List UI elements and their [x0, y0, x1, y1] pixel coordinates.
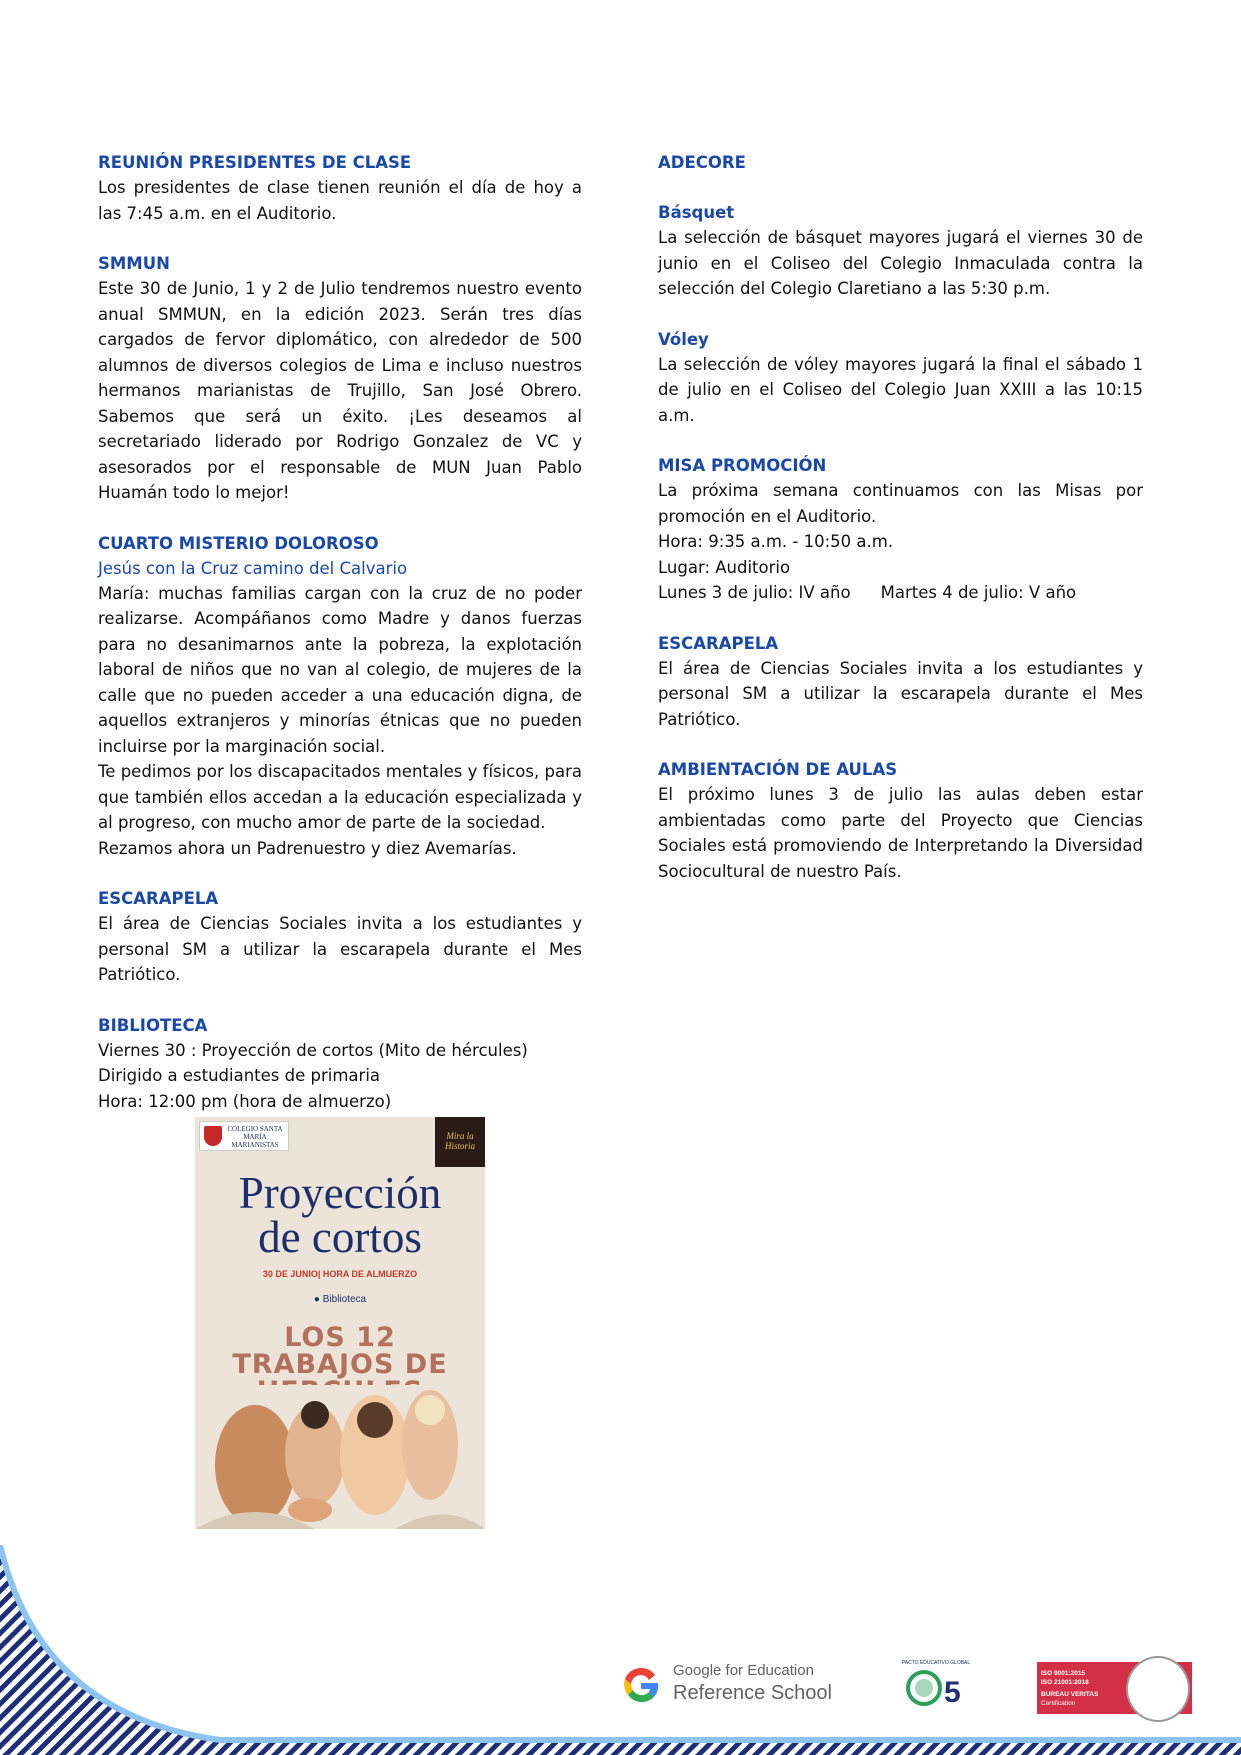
poster-big-line-1: LOS 12	[284, 1322, 396, 1353]
bv-iso-1: ISO 9001:2015	[1041, 1670, 1086, 1677]
poster-title	[195, 1168, 485, 1262]
poster-illustration	[195, 1385, 485, 1529]
section-biblioteca	[98, 1013, 582, 1115]
adecore-heading: ADECORE	[658, 153, 746, 172]
escarapela-text-right: El área de Ciencias Sociales invita a los estudiantes y personal SM a utilizar la escarapela durante el Mes Patriótico.	[658, 658, 1143, 729]
section-escarapela-left	[98, 886, 582, 988]
bv-cert: Certification	[1041, 1700, 1076, 1707]
smmun-text: Este 30 de Junio, 1 y 2 de Julio tendremos nuestro evento anual SMMUN, en la edición 2023. Serán tres días cargados de fervor diplomático, con alrededor de 500 alumnos de diversos colegios de Lima e incluso nuestros hermanos marianistas de Trujillo, San José Obrero. Sabemos que será un éxito. ¡Les deseamos al secretariado liderado por Rodrigo Gonzalez de VC y asesorados por el responsable de MUN Juan Pablo Huamán todo lo mejor!	[98, 279, 582, 502]
ambientacion-heading: AMBIENTACIÓN DE AULAS	[658, 760, 898, 779]
misa-text: La próxima semana continuamos con las Misas por promoción en el Auditorio.	[658, 481, 1143, 526]
misa-dias	[658, 580, 1143, 606]
bv-iso-2: ISO 21001:2018	[1041, 1679, 1089, 1686]
escarapela-text: El área de Ciencias Sociales invita a los estudiantes y personal SM a utilizar la escarapela durante el Mes Patriótico.	[98, 914, 582, 984]
biblioteca-heading: BIBLIOTECA	[98, 1015, 208, 1035]
shield-icon	[204, 1126, 222, 1146]
misterio-text-1: María: muchas familias cargan con la cruz de no poder realizarse. Acompáñanos como Madre y danos fuerzas para no desanimarnos ante la pobreza, la explotación laboral de niños que no van al colegio, de mujeres de la calle que no pueden acceder a una educación digna, de aquellos extranjeros y minorías étnicas que no pueden incluirse por la marginación social.	[98, 583, 582, 756]
reunion-heading: REUNIÓN PRESIDENTES DE CLASE	[98, 153, 412, 172]
misterio-text-2: Te pedimos por los discapacitados mentales y físicos, para que también ellos accedan a la educación especializada y al progreso, con mucho amor de parte de la sociedad.	[98, 762, 582, 832]
pacto-educativo-logo	[896, 1658, 976, 1718]
biblioteca-line-3: Hora: 12:00 pm (hora de almuerzo)	[98, 1091, 392, 1111]
section-adecore	[658, 150, 1143, 175]
poster-logo-text: COLEGIO SANTA MARÍA MARIANISTAS	[227, 1125, 283, 1149]
basquet-text: La selección de básquet mayores jugará el viernes 30 de junio en el Coliseo del Colegio Inmaculada contra la selección del Colegio Claretiano a las 5:30 p.m.	[658, 228, 1143, 298]
poster-place-text: Biblioteca	[322, 1294, 367, 1305]
misa-hora: Hora: 9:35 a.m. - 10:50 a.m.	[658, 532, 894, 551]
misterio-heading: CUARTO MISTERIO DOLOROSO	[98, 533, 379, 553]
misa-dia-1: Lunes 3 de julio: IV año	[658, 583, 851, 602]
poster-big-line-2: TRABAJOS DE	[232, 1349, 448, 1380]
ambientacion-text: El próximo lunes 3 de julio las aulas deben estar ambientadas como parte del Proyecto que Ciencias Sociales está promoviendo de Interpretando la Diversidad Sociocultural de nuestro País.	[658, 785, 1143, 881]
misa-lugar: Lugar: Auditorio	[658, 557, 791, 577]
google-g-icon	[620, 1664, 662, 1706]
misa-heading: MISA PROMOCIÓN	[658, 456, 827, 475]
voley-text: La selección de vóley mayores jugará la final el sábado 1 de julio en el Coliseo del Colegio Juan XXIII a las 10:15 a.m.	[658, 354, 1143, 425]
section-reunion	[98, 150, 582, 226]
pacto-text: PACTO EDUCATIVO GLOBAL	[901, 1660, 971, 1666]
basquet-heading: Básquet	[658, 203, 735, 222]
voley-heading: Vóley	[658, 329, 709, 349]
poster-place	[195, 1294, 485, 1305]
section-voley	[658, 327, 1143, 429]
escarapela-heading: ESCARAPELA	[98, 889, 219, 908]
biblioteca-line-2: Dirigido a estudiantes de primaria	[98, 1066, 381, 1085]
section-ambientacion	[658, 757, 1143, 884]
section-escarapela-right	[658, 631, 1143, 733]
poster-badge	[435, 1117, 485, 1167]
bureau-veritas-seal-icon	[1126, 1656, 1190, 1722]
escarapela-heading-right: ESCARAPELA	[658, 633, 779, 653]
section-misterio	[98, 531, 582, 862]
poster-badge-text: Mira la Historia	[444, 1131, 475, 1151]
misterio-text-3: Rezamos ahora un Padrenuestro y diez Avemarías.	[98, 838, 517, 858]
poster-date: 30 DE JUNIO| HORA DE ALMUERZO	[262, 1269, 418, 1279]
location-pin-icon: ●	[313, 1294, 320, 1305]
poster-image	[195, 1117, 485, 1529]
biblioteca-line-1: Viernes 30 : Proyección de cortos (Mito de hércules)	[98, 1040, 528, 1060]
bottom-wave-decoration	[0, 1545, 1241, 1755]
misterio-subtitle: Jesús con la Cruz camino del Calvario	[98, 558, 408, 578]
section-basquet	[658, 200, 1143, 302]
poster-title-line-2: de cortos	[258, 1212, 422, 1262]
poster-school-logo	[199, 1121, 289, 1151]
smmun-heading: SMMUN	[98, 254, 170, 273]
misa-dia-2: Martes 4 de julio: V año	[880, 583, 1077, 602]
google-reference-text: Reference School	[673, 1682, 832, 1704]
bv-name: BUREAU VERITAS	[1041, 1691, 1099, 1698]
right-column	[658, 150, 1143, 909]
reunion-text: Los presidentes de clase tienen reunión el día de hoy a las 7:45 a.m. en el Auditorio.	[98, 178, 582, 223]
svg-text:5: 5	[944, 1676, 961, 1709]
section-misa	[658, 453, 1143, 606]
left-column	[98, 150, 582, 1139]
section-smmun	[98, 251, 582, 506]
poster-title-line-1: Proyección	[238, 1168, 442, 1218]
bureau-veritas-logo	[1037, 1662, 1192, 1714]
google-education-text: Google for Education	[673, 1662, 814, 1679]
